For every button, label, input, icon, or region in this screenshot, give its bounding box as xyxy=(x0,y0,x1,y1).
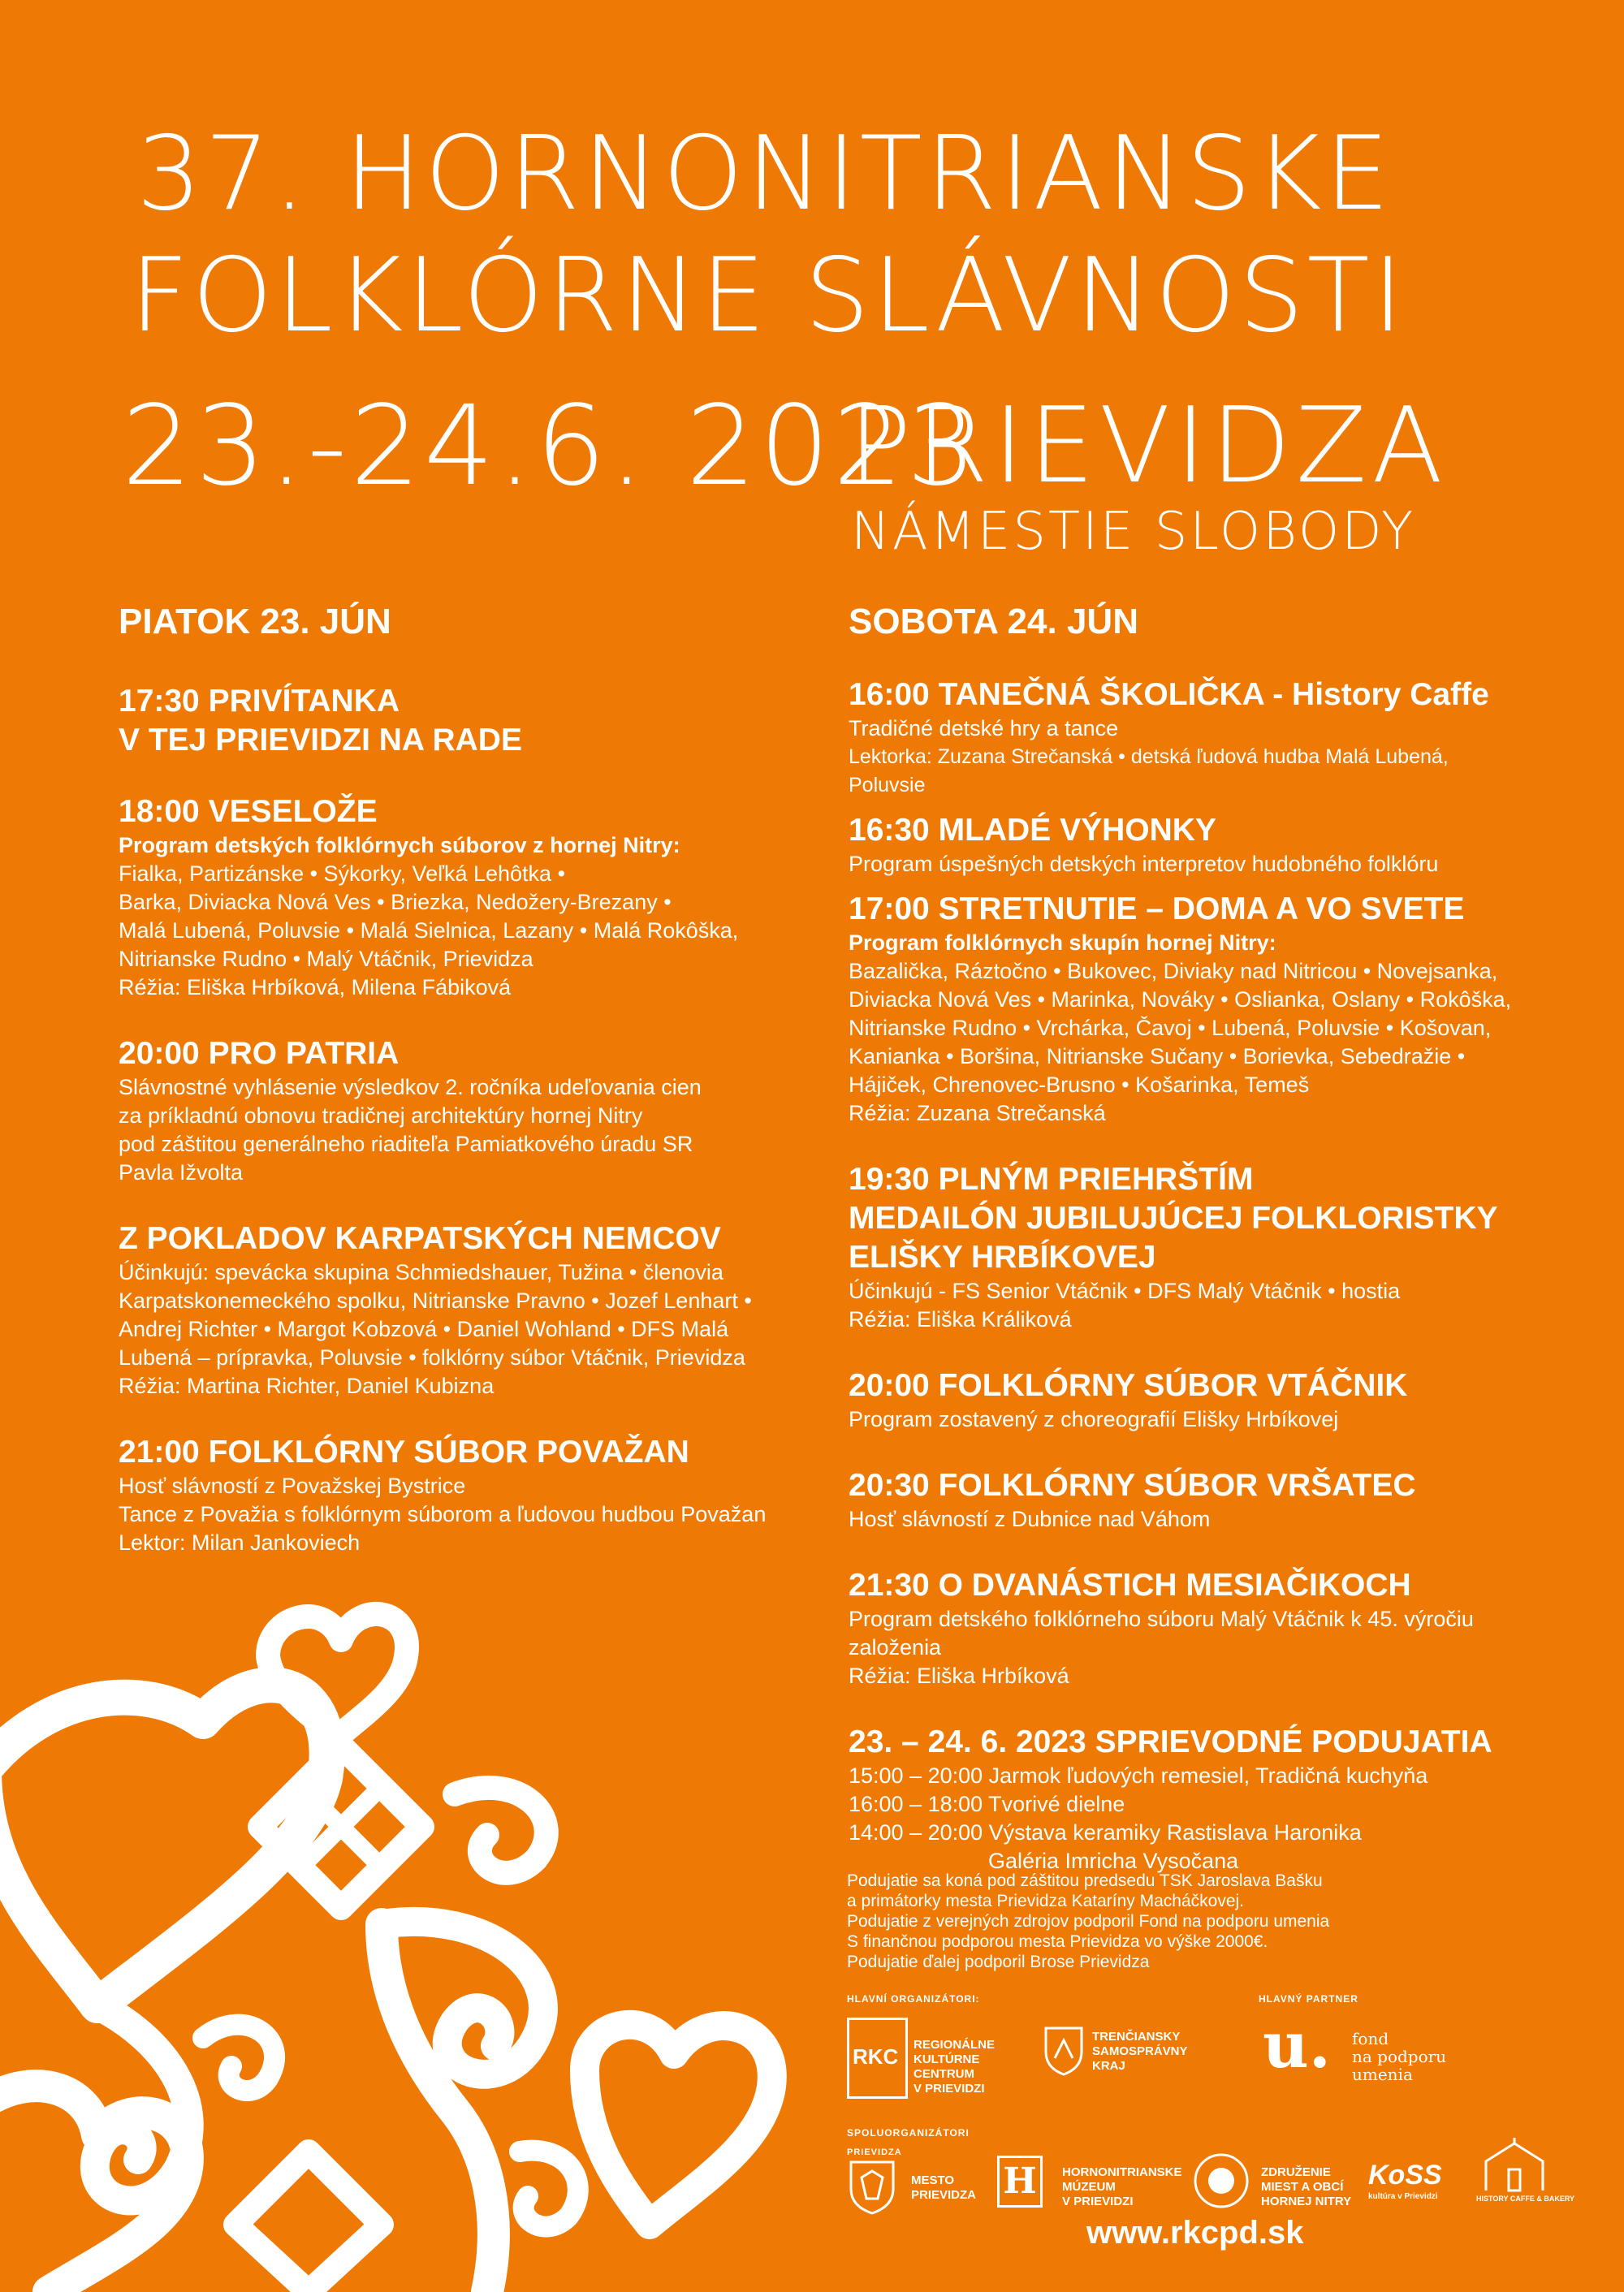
event-heading: MEDAILÓN JUBILUJÚCEJ FOLKLORISTKY xyxy=(849,1201,1498,1236)
event-heading: 20:30 FOLKLÓRNY SÚBOR VRŠATEC xyxy=(849,1468,1416,1503)
desc-line: Hájiček, Chrenovec-Brusno • Košarinka, Temeš xyxy=(849,1073,1310,1097)
rkc-logo xyxy=(847,2018,908,2099)
saturday-program xyxy=(849,601,1563,1908)
website-link[interactable]: www.rkcpd.sk xyxy=(1086,2215,1304,2251)
desc-line: Účinkujú - FS Senior Vtáčnik • DFS Malý Vtáčnik • hostia xyxy=(849,1279,1401,1303)
event-heading: 21:30 O DVANÁSTICH MESIAČIKOCH xyxy=(849,1568,1411,1603)
history-caffe-label: HISTORY CAFFE & BAKERY xyxy=(1476,2195,1575,2203)
desc-line: Hosť slávností z Považskej Bystrice xyxy=(119,1474,466,1498)
event-privitanka xyxy=(119,682,817,760)
main-organizers-label: HLAVNÍ ORGANIZÁTORI: xyxy=(847,1993,980,2005)
festival-city: PRIEVIDZA xyxy=(849,386,1448,507)
event-povazan xyxy=(119,1433,817,1557)
logo-line: MÚZEUM xyxy=(1062,2180,1116,2194)
desc-line: Tradičné detské hry a tance xyxy=(849,716,1119,740)
prievidza-crest-icon xyxy=(849,2160,896,2215)
co-organizers-label: SPOLUORGANIZÁTORI xyxy=(847,2127,970,2139)
event-description xyxy=(119,1258,817,1401)
event-vrsatec xyxy=(849,1466,1563,1534)
desc-line: Barka, Diviacka Nová Ves • Briezka, Nedožery-Brezany • xyxy=(119,890,672,914)
desc-line: Fialka, Partizánske • Sýkorky, Veľká Lehôtka • xyxy=(119,861,566,886)
event-description xyxy=(849,1605,1563,1690)
desc-line: Program zostavený z choreografií Elišky Hrbíkovej xyxy=(849,1407,1339,1431)
event-description xyxy=(119,860,817,1002)
event-heading: 20:00 PRO PATRIA xyxy=(119,1036,400,1071)
event-description xyxy=(849,1762,1563,1875)
logo-line: KULTÚRNE xyxy=(914,2052,980,2066)
fineprint-line: Podujatie z verejných zdrojov podporil Fond na podporu umenia xyxy=(847,1912,1330,1931)
fineprint-line: Podujatie ďalej podporil Brose Prievidza xyxy=(847,1953,1150,1971)
logo-line: fond xyxy=(1352,2029,1389,2048)
zmo-logo-text xyxy=(1261,2165,1351,2209)
event-heading: 23. – 24. 6. 2023 SPRIEVODNÉ PODUJATIA xyxy=(849,1724,1492,1759)
desc-line: Kanianka • Boršina, Nitrianske Sučany • Borievka, Sebedražie • xyxy=(849,1044,1466,1068)
event-description xyxy=(119,1472,817,1557)
fineprint-line: Podujatie sa koná pod záštitou predsedu TSK Jaroslava Bašku xyxy=(847,1871,1323,1890)
event-heading: V TEJ PRIEVIDZI NA RADE xyxy=(119,723,522,758)
main-partner-label: HLAVNÝ PARTNER xyxy=(1259,1993,1358,2005)
event-stretnutie xyxy=(849,890,1563,1128)
desc-line: Nitrianske Rudno • Vrchárka, Čavoj • Lubená, Poluvsie • Košovan, xyxy=(849,1016,1492,1040)
desc-line: Diviacka Nová Ves • Marinka, Nováky • Oslianka, Oslany • Rokôška, xyxy=(849,987,1512,1012)
muzeum-logo-mark: H xyxy=(997,2156,1043,2208)
koss-logo-sub: kultúra v Prievidzi xyxy=(1368,2192,1438,2201)
logo-line: HORNONITRIANSKE xyxy=(1062,2165,1182,2179)
fineprint-line: S finančnou podporou mesta Prievidza vo výške 2000€. xyxy=(847,1932,1268,1951)
desc-line: Hosť slávností z Dubnice nad Váhom xyxy=(849,1507,1211,1531)
event-description xyxy=(849,1277,1563,1334)
zmo-logo-icon xyxy=(1192,2152,1250,2210)
fineprint xyxy=(847,1871,1578,1972)
festival-title-line2: FOLKLÓRNE SLÁVNOSTI xyxy=(130,235,1406,355)
muzeum-logo-text xyxy=(1062,2165,1182,2209)
event-tanecna-skolicka xyxy=(849,676,1563,800)
event-heading: 21:00 FOLKLÓRNY SÚBOR POVAŽAN xyxy=(119,1435,689,1470)
koss-logo-mark: KoSS xyxy=(1368,2160,1442,2191)
history-caffe-building-icon xyxy=(1478,2137,1551,2192)
tsk-logo-text xyxy=(1092,2030,1188,2074)
event-sprievodne-podujatia xyxy=(849,1723,1563,1875)
event-heading: 17:00 STRETNUTIE – DOMA A VO SVETE xyxy=(849,891,1465,926)
event-heading: 16:00 TANEČNÁ ŠKOLIČKA - History Caffe xyxy=(849,677,1489,712)
desc-line: Poluvsie xyxy=(849,774,926,796)
event-mlade-vyhonky xyxy=(849,811,1563,878)
desc-line: Karpatskonemeckého spolku, Nitrianske Pravno • Jozef Lenhart • xyxy=(119,1288,752,1313)
logo-line: CENTRUM xyxy=(914,2067,974,2081)
desc-line: Réžia: Zuzana Strečanská xyxy=(849,1101,1106,1125)
desc-line: Lektorka: Zuzana Strečanská • detská ľudová hudba Malá Lubená, xyxy=(849,745,1449,768)
event-description xyxy=(119,1073,817,1187)
desc-line: Bazalička, Ráztočno • Bukovec, Diviaky nad Nitricou • Novejsanka, xyxy=(849,959,1498,983)
logo-line: na podporu xyxy=(1352,2047,1447,2066)
friday-day-heading: PIATOK 23. JÚN xyxy=(119,602,391,641)
desc-line: Lektor: Milan Jankoviech xyxy=(119,1530,361,1555)
event-heading: Z POKLADOV KARPATSKÝCH NEMCOV xyxy=(119,1221,721,1256)
desc-line: 15:00 – 20:00 Jarmok ľudových remesiel, Tradičná kuchyňa xyxy=(849,1763,1428,1788)
desc-line: Malá Lubená, Poluvsie • Malá Sielnica, Lazany • Malá Rokôška, xyxy=(119,918,739,943)
event-subheading: Program detských folklórnych súborov z hornej Nitry: xyxy=(119,833,680,857)
event-vtacnik xyxy=(849,1366,1563,1434)
event-description xyxy=(849,1505,1563,1534)
festival-place: NÁMESTIE SLOBODY xyxy=(851,502,1416,562)
event-description xyxy=(849,1405,1563,1434)
logo-line: umenia xyxy=(1352,2065,1413,2084)
logo-line: HORNEJ NITRY xyxy=(1261,2195,1352,2208)
desc-line: za príkladnú obnovu tradičnej architektúry hornej Nitry xyxy=(119,1103,643,1128)
event-heading: 17:30 PRIVÍTANKA xyxy=(119,684,400,719)
desc-line: Lubená – prípravka, Poluvsie • folklórny súbor Vtáčnik, Prievidza xyxy=(119,1345,745,1370)
desc-line: Program úspešných detských interpretov hudobného folklóru xyxy=(849,852,1439,876)
event-heading: ELIŠKY HRBÍKOVEJ xyxy=(849,1240,1156,1275)
event-karpatski-nemci xyxy=(119,1219,817,1401)
event-description xyxy=(849,957,1563,1128)
desc-line: Réžia: Eliška Hrbíková xyxy=(849,1664,1069,1688)
event-subheading: Program folklórnych skupín hornej Nitry: xyxy=(849,930,1276,955)
logo-line: MIEST A OBCÍ xyxy=(1261,2180,1344,2194)
logo-line: ZDRUŽENIE xyxy=(1261,2165,1331,2179)
desc-line: Réžia: Martina Richter, Daniel Kubizna xyxy=(119,1374,495,1398)
saturday-day-heading: SOBOTA 24. JÚN xyxy=(849,602,1138,641)
desc-line: 14:00 – 20:00 Výstava keramiky Rastislava Haronika xyxy=(849,1820,1362,1845)
desc-line: Pavla Ižvolta xyxy=(119,1160,244,1185)
prievidza-crest-label: PRIEVIDZA xyxy=(847,2147,902,2157)
logo-line: KRAJ xyxy=(1092,2059,1125,2073)
desc-line: Program detského folklórneho súboru Malý Vtáčnik k 45. výročiu xyxy=(849,1607,1474,1631)
desc-line: pod záštitou generálneho riaditeľa Pamiatkového úradu SR xyxy=(119,1132,693,1156)
event-description xyxy=(849,714,1563,800)
logo-line: REGIONÁLNE xyxy=(914,2038,996,2052)
festival-title-line1: 37. HORNONITRIANSKE xyxy=(136,114,1393,233)
desc-line: Galéria Imricha Vysočana xyxy=(988,1849,1239,1873)
friday-program xyxy=(119,601,817,1590)
event-plnym-priehrstim xyxy=(849,1160,1563,1334)
festival-date: 23.-24.6. 2023 xyxy=(122,382,980,511)
logo-line: V PRIEVIDZI xyxy=(914,2082,985,2096)
event-heading: 18:00 VESELOŽE xyxy=(119,794,378,829)
desc-line: Tance z Považia s folklórnym súborom a ľudovou hudbou Považan xyxy=(119,1502,767,1526)
desc-line: Účinkujú: spevácka skupina Schmiedshauer, Tužina • členovia xyxy=(119,1260,723,1284)
tsk-coat-of-arms-icon xyxy=(1043,2026,1084,2076)
desc-line: 16:00 – 18:00 Tvorivé dielne xyxy=(849,1792,1125,1816)
desc-line: Réžia: Eliška Hrbíková, Milena Fábiková xyxy=(119,975,512,999)
desc-line: Réžia: Eliška Králiková xyxy=(849,1307,1072,1332)
event-pro-patria xyxy=(119,1034,817,1187)
desc-line: Andrej Richter • Margot Kobzová • Daniel Wohland • DFS Malá xyxy=(119,1317,729,1341)
event-heading: 16:30 MLADÉ VÝHONKY xyxy=(849,813,1216,848)
mesto-logo-text xyxy=(911,2173,976,2203)
event-heading: 20:00 FOLKLÓRNY SÚBOR VTÁČNIK xyxy=(849,1368,1408,1403)
event-veseloze xyxy=(119,792,817,1002)
logo-line: MESTO xyxy=(911,2173,955,2187)
desc-line: Slávnostné vyhlásenie výsledkov 2. ročníka udeľovania cien xyxy=(119,1075,702,1099)
logo-line: SAMOSPRÁVNY xyxy=(1092,2044,1188,2058)
fineprint-line: a primátorky mesta Prievidza Kataríny Macháčkovej. xyxy=(847,1892,1245,1910)
event-mesiacikoch xyxy=(849,1566,1563,1690)
event-heading: 19:30 PLNÝM PRIEHRŠTÍM xyxy=(849,1162,1254,1197)
logo-line: V PRIEVIDZI xyxy=(1062,2195,1134,2208)
desc-line: Nitrianske Rudno • Malý Vtáčnik, Prievidza xyxy=(119,947,533,971)
folk-ornament-graphic xyxy=(0,1583,828,2292)
logo-line: PRIEVIDZA xyxy=(911,2188,977,2202)
event-description xyxy=(849,850,1563,878)
desc-line: založenia xyxy=(849,1635,942,1660)
fpu-logo-text xyxy=(1352,2030,1446,2083)
logo-line: TRENČIANSKY xyxy=(1092,2030,1181,2044)
rkc-logo-abbr: RKC xyxy=(853,2044,899,2069)
fpu-logo-mark: u. xyxy=(1263,2009,1331,2083)
rkc-logo-text xyxy=(914,2038,995,2096)
